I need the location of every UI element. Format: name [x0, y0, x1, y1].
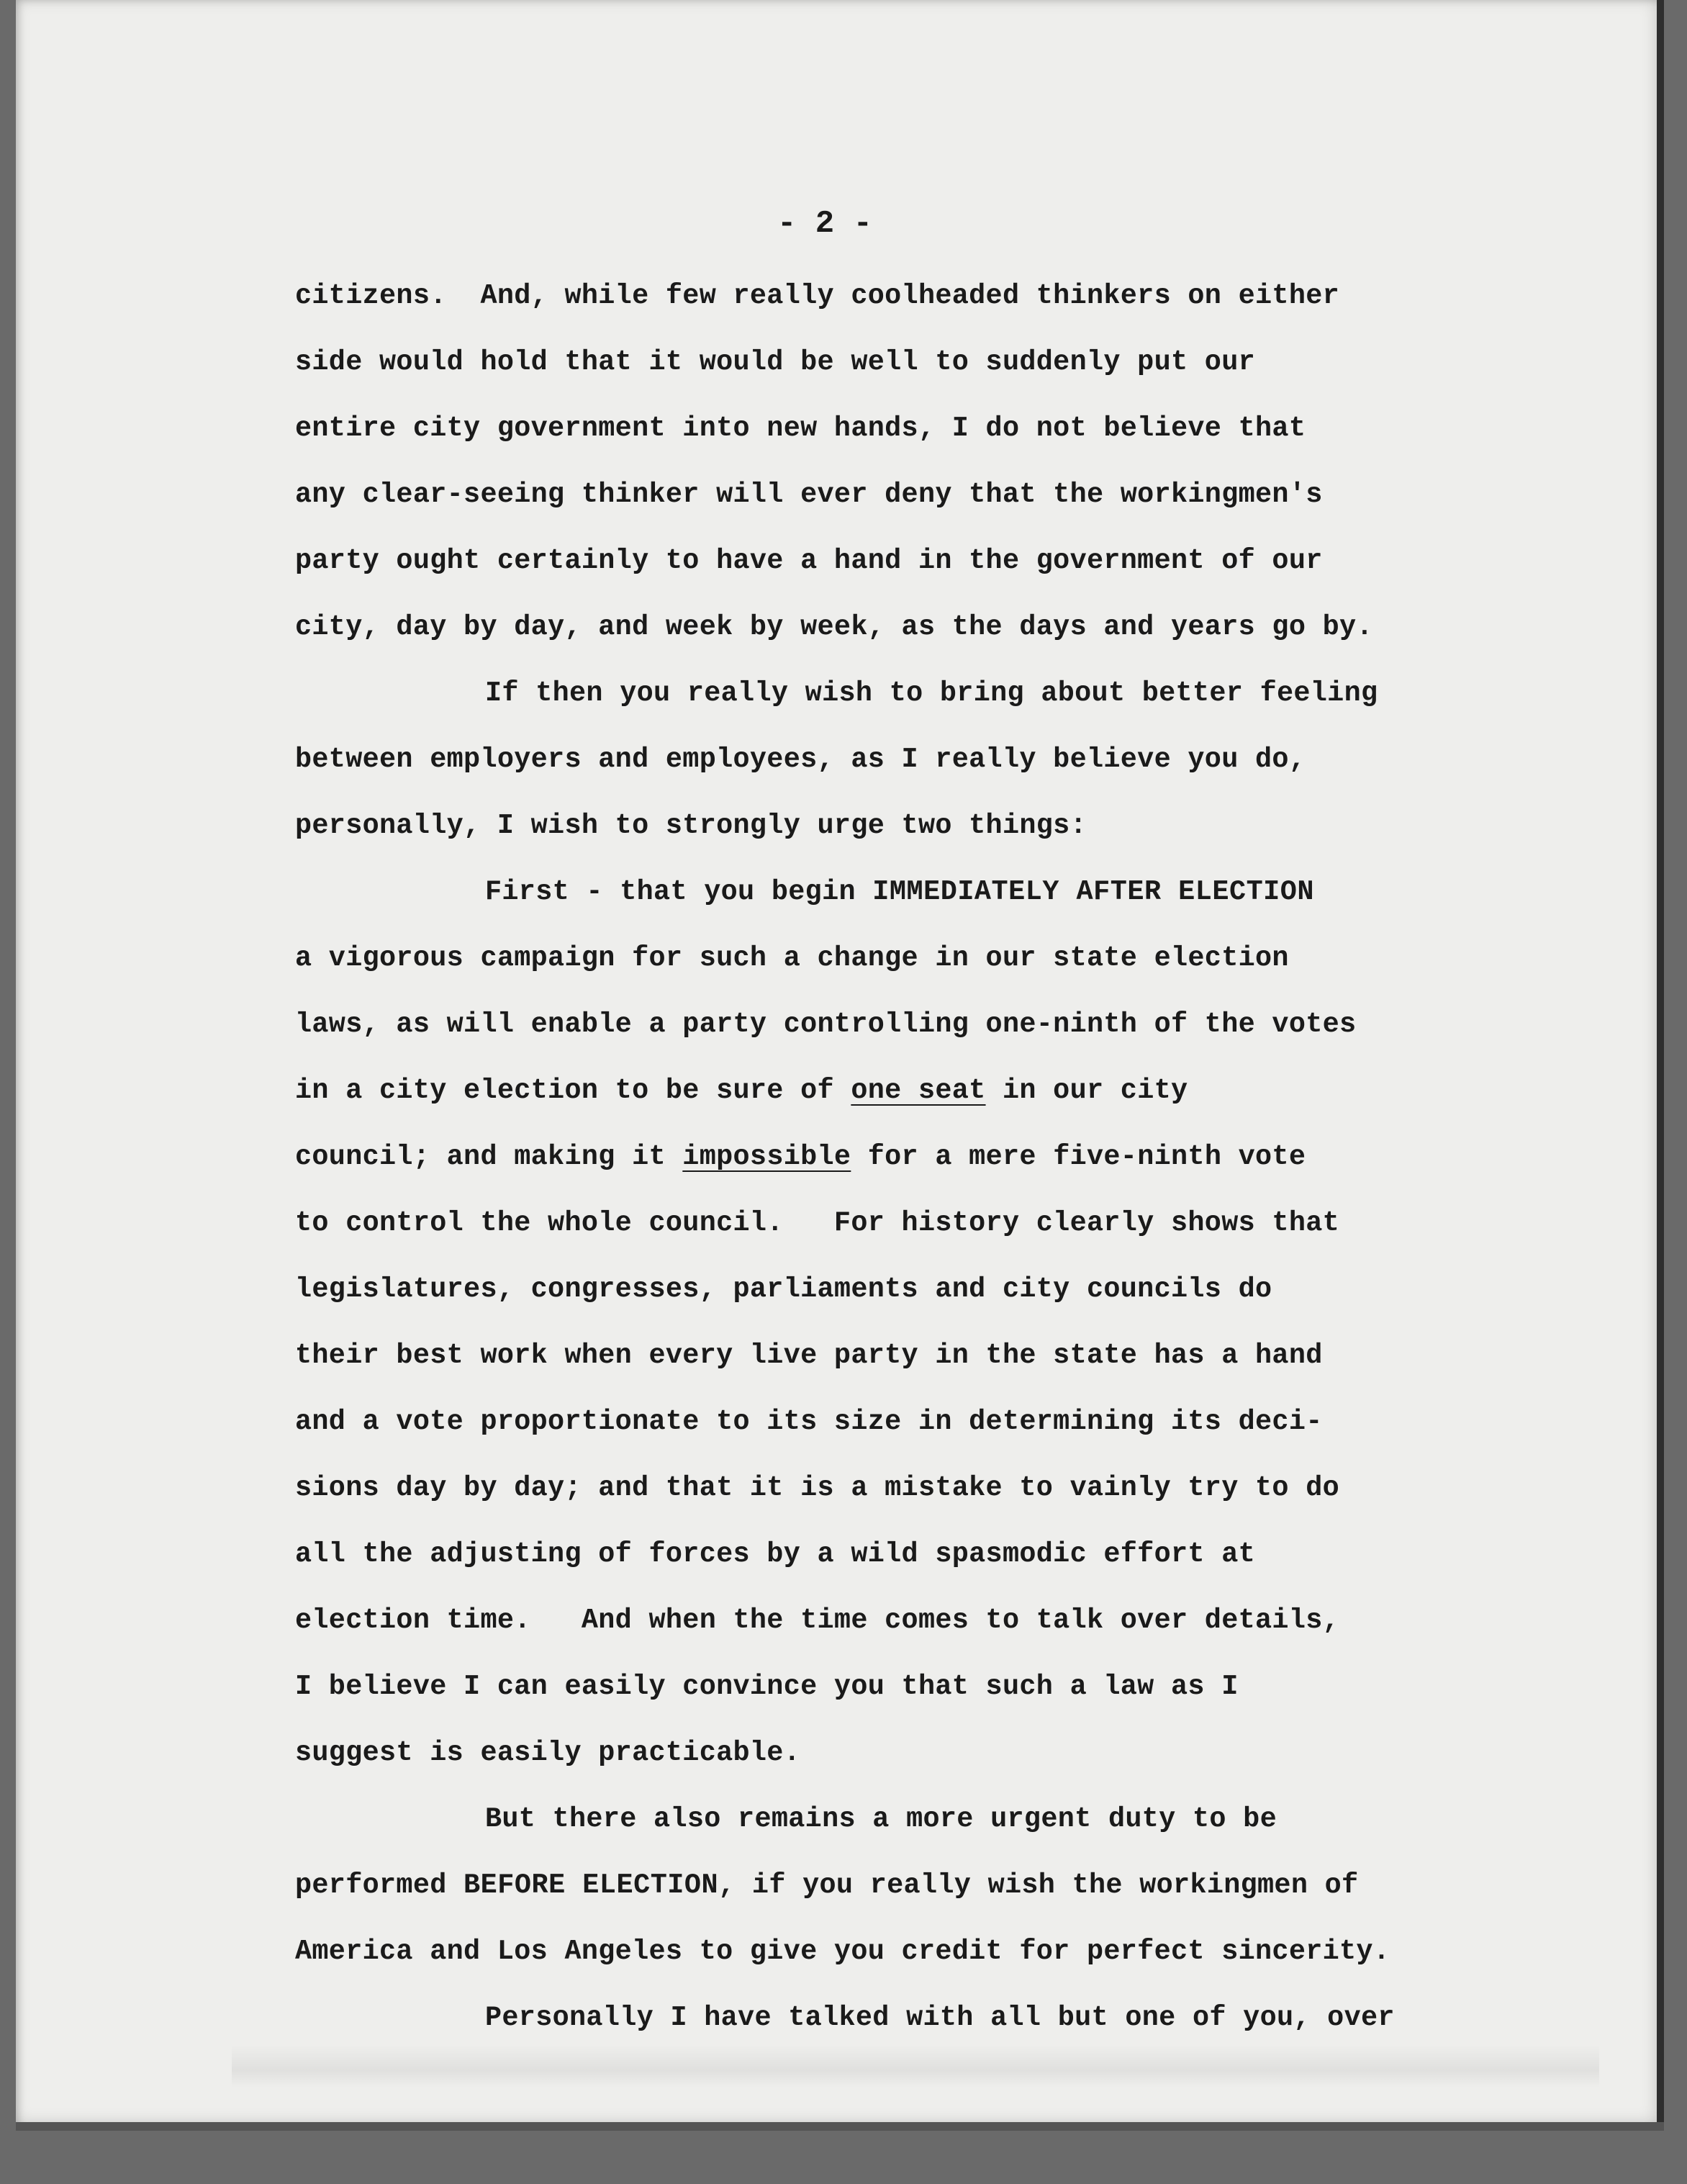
text-line: party ought certainly to have a hand in the government of our	[295, 545, 1323, 577]
text-line: a vigorous campaign for such a change in our state election	[295, 942, 1289, 974]
text-line	[295, 1133, 1562, 1199]
text-line	[295, 1862, 1562, 1928]
text-run: , if you really wish the workingmen of	[718, 1869, 1359, 1901]
text-line	[295, 1067, 1562, 1133]
paragraph-start-line: If then you really wish to bring about better feeling	[485, 677, 1378, 709]
text-line: their best work when every live party in the state has a hand	[295, 1340, 1323, 1371]
underlined-text: impossible	[682, 1141, 851, 1173]
text-run: First - that you begin	[485, 876, 873, 908]
text-line: suggest is easily practicable.	[295, 1737, 801, 1769]
emphasized-caps: BEFORE ELECTION	[463, 1869, 719, 1901]
text-line: side would hold that it would be well to suddenly put our	[295, 346, 1256, 378]
page-edge-shadow	[1657, 0, 1664, 2131]
text-line: any clear-seeing thinker will ever deny that the workingmen's	[295, 479, 1323, 510]
page-number: - 2 -	[777, 206, 873, 242]
text-line: election time. And when the time comes to talk over details,	[295, 1605, 1340, 1636]
text-line: to control the whole council. For history clearly shows that	[295, 1207, 1340, 1239]
paragraph-start-line: But there also remains a more urgent duty to be	[485, 1803, 1277, 1835]
text-line: citizens. And, while few really coolheaded thinkers on either	[295, 280, 1340, 312]
underlined-text: one seat	[851, 1075, 986, 1106]
text-run: performed	[295, 1869, 464, 1901]
text-line: and a vote proportionate to its size in determining its deci-	[295, 1406, 1323, 1438]
paragraph-start-line: Personally I have talked with all but one of you, over	[485, 2002, 1395, 2034]
text-line: entire city government into new hands, I do not believe that	[295, 412, 1306, 444]
text-run: in a city election to be sure of	[295, 1075, 851, 1106]
text-line: legislatures, congresses, parliaments and city councils do	[295, 1273, 1272, 1305]
page-bottom-shadow	[16, 2122, 1664, 2131]
emphasized-caps: IMMEDIATELY AFTER ELECTION	[872, 876, 1314, 908]
letter-body	[295, 272, 1562, 2060]
text-line: sions day by day; and that it is a mistake to vainly try to do	[295, 1472, 1340, 1504]
text-line: personally, I wish to strongly urge two things:	[295, 810, 1087, 841]
text-line: between employers and employees, as I really believe you do,	[295, 744, 1306, 775]
text-line: America and Los Angeles to give you credit for perfect sincerity.	[295, 1936, 1390, 1967]
paragraph-start-line	[295, 868, 1562, 934]
text-run: council; and making it	[295, 1141, 683, 1173]
text-line: laws, as will enable a party controlling one-ninth of the votes	[295, 1008, 1357, 1040]
text-run: in our city	[985, 1075, 1188, 1106]
text-run: for a mere five-ninth vote	[851, 1141, 1306, 1173]
text-line: all the adjusting of forces by a wild spasmodic effort at	[295, 1538, 1256, 1570]
text-line: I believe I can easily convince you that such a law as I	[295, 1671, 1239, 1702]
text-line: city, day by day, and week by week, as the days and years go by.	[295, 611, 1373, 643]
